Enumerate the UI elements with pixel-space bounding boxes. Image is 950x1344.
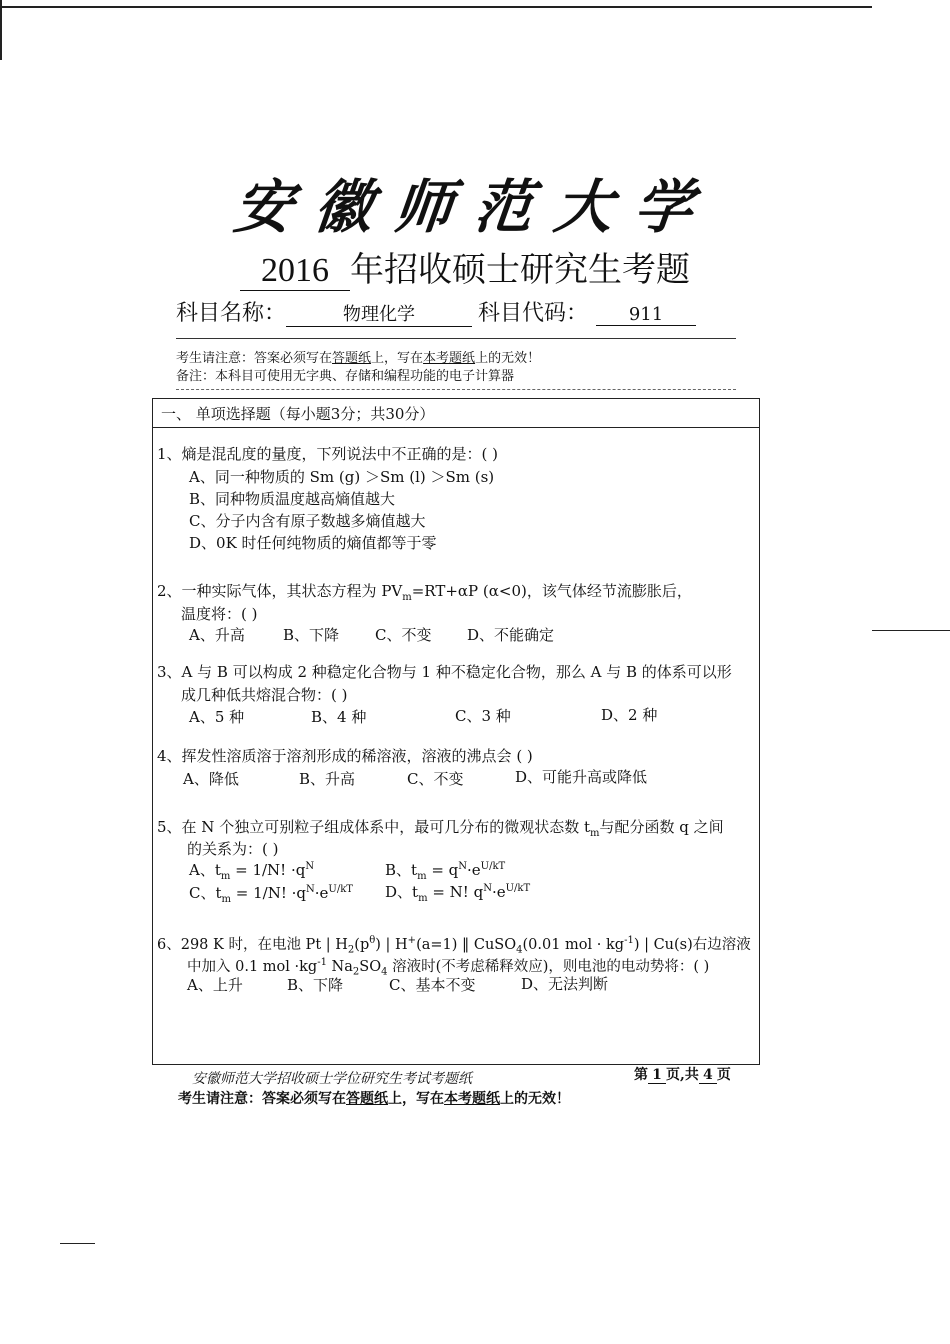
q5-stem: 5、在 N 个独立可别粒子组成体系中，最可几分布的微观状态数 $t_m$与配分函数 q 之间 (157, 818, 724, 839)
subject-code-label: 科目代码： (478, 301, 589, 326)
q6-option-b: B、下降 (287, 976, 344, 994)
q3-stem-cont: 成几种低共熔混合物：( ) (181, 686, 348, 704)
q4-option-d: D、可能升高或降低 (515, 768, 648, 786)
q2-stem-cont: 温度将：( ) (181, 605, 258, 623)
scan-mark-right (872, 630, 950, 631)
q2-option-b: B、下降 (283, 626, 340, 644)
q1-option-a: A、同一种物质的 Sm (g) ＞Sm (l) ＞Sm (s) (189, 468, 495, 486)
remark-line: 备注：本科目可使用无字典、存储和编程功能的电子计算器 (176, 369, 515, 384)
q4-stem: 4、挥发性溶质溶于溶剂形成的稀溶液，溶液的沸点会 ( ) (157, 747, 533, 765)
subject-name-label: 科目名称： (176, 301, 287, 326)
q4-option-a: A、降低 (183, 770, 239, 788)
footer-notice: 考生请注意：答案必须写在答题纸上，写在本考题纸上的无效！ (178, 1091, 570, 1107)
section-heading-rule (153, 427, 759, 428)
q2-option-d: D、不能确定 (467, 626, 555, 644)
exam-title-line (240, 242, 690, 291)
q2-option-c: C、不变 (375, 626, 432, 644)
q6-stem-cont: 中加入 0.1 mol $\cdot kg^{-1}$ $Na_2SO_4$ 溶液时(不考虑稀释效应)，则电池的电动势将：( ) (187, 957, 710, 978)
dashed-separator (176, 389, 736, 390)
q3-option-a: A、5 种 (189, 708, 245, 726)
scan-mark-bottom-left (60, 1243, 95, 1244)
q1-option-c: C、分子内含有原子数越多熵值越大 (189, 512, 426, 530)
q5-stem-cont: 的关系为：( ) (187, 840, 279, 858)
q1-option-b: B、同种物质温度越高熵值越大 (189, 490, 396, 508)
q6-option-c: C、基本不变 (389, 976, 476, 994)
header-rule (176, 338, 736, 339)
footer-sheet-name: 安徽师范大学招收硕士学位研究生考试考题纸 (192, 1071, 472, 1087)
q3-option-b: B、4 种 (311, 708, 367, 726)
q4-option-b: B、升高 (299, 770, 356, 788)
notice-line: 考生请注意：答案必须写在答题纸上，写在本考题纸上的无效！ (176, 351, 541, 366)
footer-page-number: 第 1 页,共 4 页 (634, 1067, 731, 1083)
q5-option-b: B、$t_m = q^N\cdot e^{U/kT}$ (385, 861, 506, 882)
exam-year: 2016 (240, 252, 350, 291)
exam-title: 年招收硕士研究生考题 (350, 250, 690, 290)
q3-stem: 3、A 与 B 可以构成 2 种稳定化合物与 1 种不稳定化合物，那么 A 与 B 的体系可以形 (157, 663, 732, 681)
question-box (152, 398, 760, 1065)
scan-edge-top (0, 6, 872, 8)
q6-option-a: A、上升 (187, 976, 243, 994)
q3-option-d: D、2 种 (601, 706, 658, 724)
q5-option-d: D、$t_m = N$! $q^N\cdot e^{U/kT}$ (385, 883, 531, 904)
scan-edge-left (0, 0, 2, 60)
q4-option-c: C、不变 (407, 770, 464, 788)
q3-option-c: C、3 种 (455, 707, 511, 725)
q1-option-d: D、0K 时任何纯物质的熵值都等于零 (189, 534, 437, 552)
q6-stem: 6、298 K 时，在电池 Pt | $H_2(p^\theta)$ | H+(a=1) ‖ CuSO$_4$(0.01 mol · $kg^{-1}$) | Cu(s)右边溶液 (157, 935, 751, 956)
subject-code: 911 (596, 304, 696, 326)
subject-row (176, 296, 696, 327)
university-name: 安徽师范大学 (230, 173, 719, 241)
q1-stem: 1、熵是混乱度的量度，下列说法中不正确的是：( ) (157, 445, 499, 463)
q2-option-a: A、升高 (189, 626, 245, 644)
q5-option-a: A、$t_m = 1/N$! $\cdot q^N$ (189, 861, 315, 882)
section-heading: 一、 单项选择题（每小题3分；共30分） (161, 405, 435, 423)
subject-name: 物理化学 (286, 300, 472, 327)
q5-option-c: C、$t_m = 1/N$! $\cdot q^N\cdot e^{U/kT}$ (189, 884, 353, 905)
q2-stem: 2、一种实际气体，其状态方程为 $PV_m=RT+\alpha P$ (α<0)，该气体经节流膨胀后， (157, 582, 692, 603)
q6-option-d: D、无法判断 (521, 975, 609, 993)
